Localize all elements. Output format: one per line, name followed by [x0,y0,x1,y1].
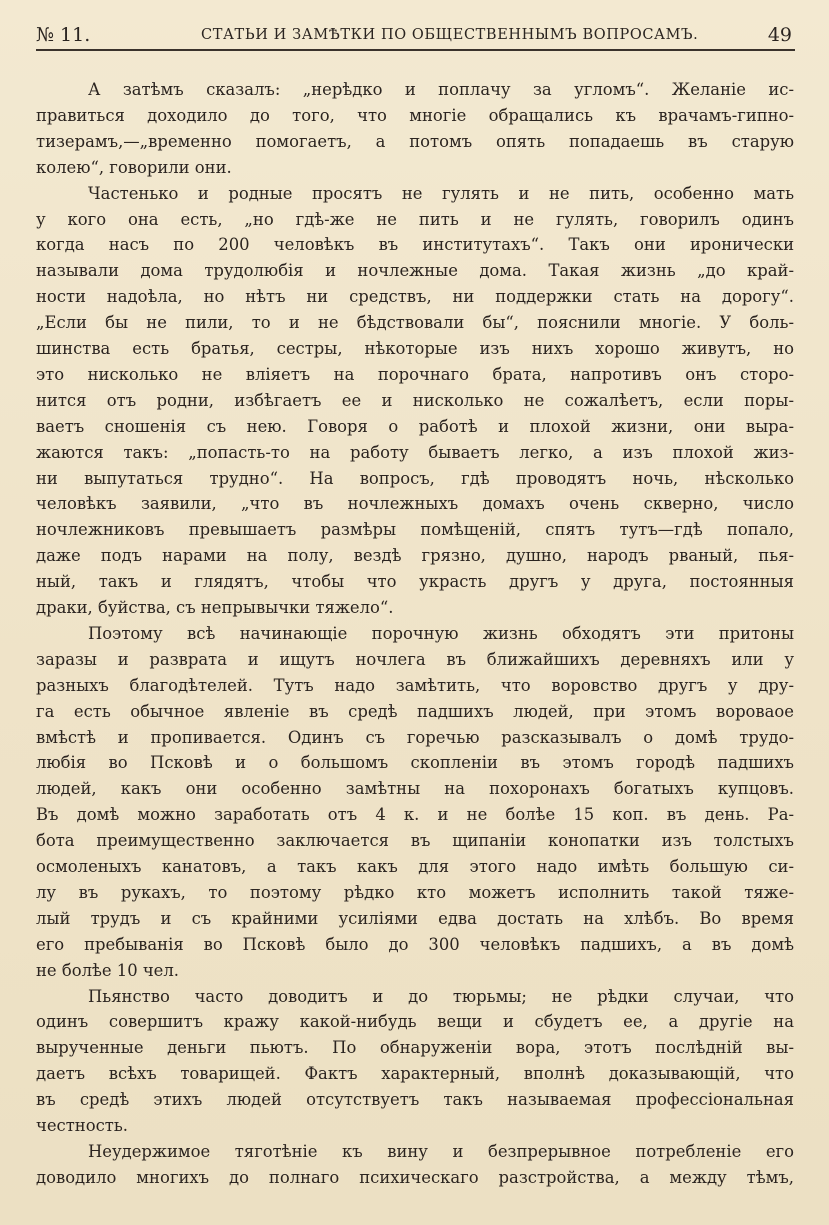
text-line: шинства есть братья, сестры, нѣкоторые изъ нихъ хорошо живутъ, но [36,339,794,358]
text-line: ности надоѣла, но нѣтъ ни средствъ, ни поддержки стать на дорогу“. [36,287,794,307]
issue-number: № 11. [36,24,91,46]
text-line: ный, такъ и глядятъ, чтобы что украсть другъ у друга, постоянныя [36,572,794,592]
text-line: нится отъ родни, избѣгаетъ ее и нисколько не сожалѣетъ, если поры- [36,390,794,410]
page-header [36,20,794,50]
text-line: Неудержимое тяготѣніе къ вину и безпрерывное потребленіе его [88,1141,794,1161]
page-number: 49 [767,24,792,46]
text-line: бота преимущественно заключается въ щипаніи конопатки изъ толстыхъ [36,831,794,851]
text-line: тизерамъ,—„временно помогаетъ, а потомъ опять попадаешь въ старую [36,131,794,151]
text-line: ночлежниковъ превышаетъ размѣры помѣщеній, спятъ тутъ—гдѣ попало, [36,520,794,540]
text-line: даже подъ нарами на полу, вездѣ грязно, душно, народъ рваный, пья- [36,546,794,566]
text-line: „Если бы не пили, то и не бѣдствовали бы“, пояснили многіе. У боль- [36,313,794,333]
text-line: ни выпутаться трудно“. На вопросъ, гдѣ проводятъ ночь, нѣсколько [36,468,794,488]
text-line: вмѣстѣ и пропивается. Одинъ съ горечью разсказывалъ о домѣ трудо- [36,727,794,747]
text-line: называли дома трудолюбія и ночлежные дома. Такая жизнь „до край- [36,261,794,281]
text-line: жаются такъ: „попасть-то на работу бываетъ легко, а изъ плохой жиз- [36,442,794,462]
text-line: когда насъ по 200 человѣкъ въ институтахъ“. Такъ они иронически [36,235,794,255]
text-line: честность. [36,1116,128,1135]
text-line: у кого она есть, „но гдѣ-же не пить и не гулять, говорилъ одинъ [36,209,794,229]
text-line: заразы и разврата и ищутъ ночлега въ ближайшихъ деревняхъ или у [36,649,794,669]
text-line: лу въ рукахъ, то поэтому рѣдко кто можетъ исполнить такой тяже- [36,882,794,902]
text-line: человѣкъ заявили, „что въ ночлежныхъ домахъ очень скверно, число [36,494,794,514]
text-line: доводило многихъ до полнаго психическаго разстройства, а между тѣмъ, [36,1167,794,1187]
text-line: драки, буйства, съ непрывычки тяжело“. [36,598,394,617]
text-line: лый трудъ и съ крайними усиліями едва достать на хлѣбъ. Во время [36,908,794,928]
text-line: это нисколько не вліяетъ на порочнаго брата, напротивъ онъ сторо- [36,364,794,384]
text-line: не болѣе 10 чел. [36,960,180,980]
text-line: въ средѣ этихъ людей отсутствуетъ такъ называемая профессіональная [36,1090,794,1110]
text-line: людей, какъ они особенно замѣтны на похоронахъ богатыхъ купцовъ. [36,779,794,799]
text-line: правиться доходило до того, что многіе обращались къ врачамъ-гипно- [36,105,794,125]
text-line: его пребыванія во Псковѣ было до 300 человѣкъ падшихъ, а въ домѣ [36,934,794,954]
text-line: даетъ всѣхъ товарищей. Фактъ характерный, вполнѣ доказывающій, что [36,1064,794,1084]
text-line: га есть обычное явленіе въ средѣ падшихъ людей, при этомъ вороваое [36,701,794,721]
section-title: СТАТЬИ И ЗАМѢТКИ ПО ОБЩЕСТВЕННЫМЪ ВОПРОСАМЪ. [201,27,699,43]
text-line: Частенько и родные просятъ не гулять и не пить, особенно мать [88,183,794,203]
text-line: вырученные деньги пьютъ. По обнаруженіи вора, этотъ послѣдній вы- [36,1038,794,1058]
text-line: Въ домѣ можно заработать отъ 4 к. и не болѣе 15 коп. въ день. Ра- [36,805,794,825]
text-line: разныхъ благодѣтелей. Тутъ надо замѣтить, что воровство другъ у дру- [36,675,794,695]
text-line: колею“, говорили они. [36,157,232,177]
text-line: Пьянство часто доводитъ и до тюрьмы; не рѣдки случаи, что [88,986,794,1006]
text-line: любія во Псковѣ и о большомъ скопленіи въ этомъ городѣ падшихъ [36,753,794,773]
header-rule [36,49,795,51]
text-line: Поэтому всѣ начинающіе порочную жизнь обходятъ эти притоны [88,623,794,643]
text-line: А затѣмъ сказалъ: „нерѣдко и поплачу за угломъ“. Желаніе ис- [88,80,794,99]
text-line: ваетъ сношенія съ нею. Говоря о работѣ и плохой жизни, они выра- [36,416,794,436]
text-line: одинъ совершитъ кражу какой-нибудь вещи и сбудетъ ее, а другіе на [36,1012,794,1032]
text-line: осмоленыхъ канатовъ, а такъ какъ для этого надо имѣть большую си- [36,857,794,876]
